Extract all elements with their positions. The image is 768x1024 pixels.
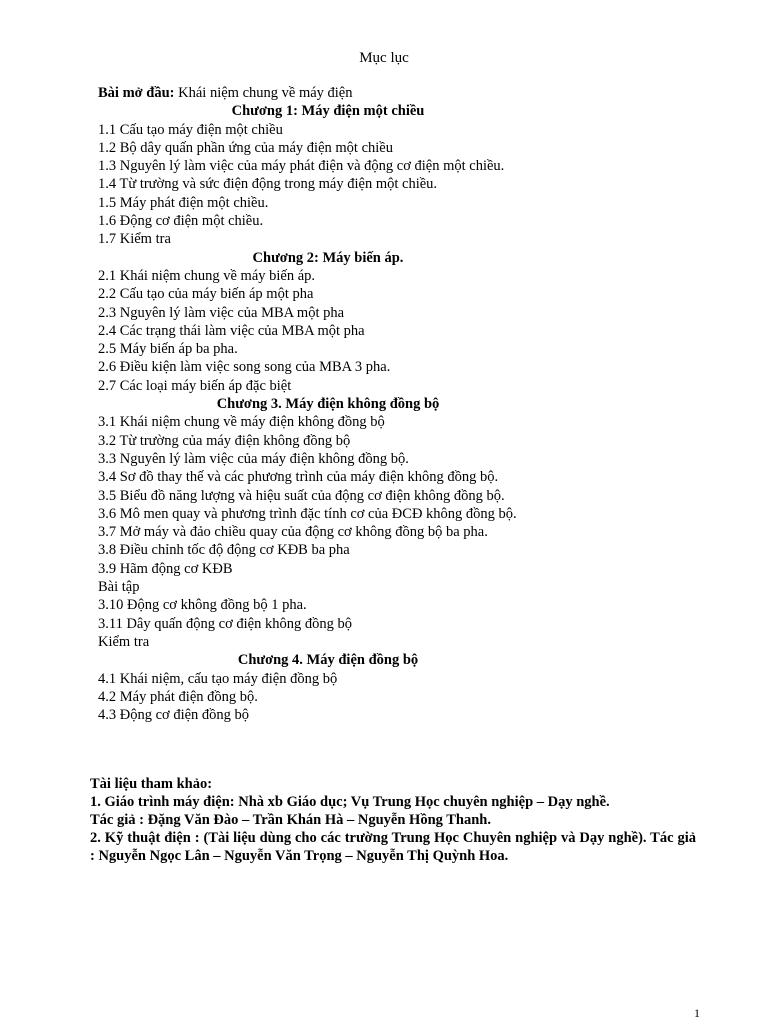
toc-item: 3.9 Hãm động cơ KĐB	[98, 560, 233, 577]
reference-1-line-2: Tác giả : Đặng Văn Đào – Trần Khán Hà – Nguyễn Hồng Thanh.	[90, 812, 491, 828]
references-heading: Tài liệu tham khảo:	[90, 776, 213, 792]
toc-item: 1.1 Cấu tạo máy điện một chiều	[98, 121, 283, 138]
toc-item: 3.7 Mở máy và đảo chiều quay của động cơ không đồng bộ ba pha.	[98, 524, 488, 541]
toc-item: 3.10 Động cơ không đồng bộ 1 pha.	[98, 597, 307, 614]
toc-item: 1.2 Bộ dây quấn phần ứng của máy điện một chiều	[98, 139, 393, 156]
toc-item: Kiểm tra	[98, 633, 150, 650]
toc-item: 1.7 Kiểm tra	[98, 231, 171, 248]
toc-item: 2.1 Khái niệm chung về máy biến áp.	[98, 267, 316, 284]
toc-item: 1.4 Từ trường và sức điện động trong máy điện một chiều.	[98, 176, 438, 193]
toc-item: 3.6 Mô men quay và phương trình đặc tính cơ của ĐCĐ không đồng bộ.	[98, 505, 517, 522]
toc-item: 3.4 Sơ đồ thay thế và các phương trình của máy điện không đồng bộ.	[98, 469, 499, 486]
toc-item: 2.6 Điều kiện làm việc song song của MBA 3 pha.	[98, 359, 391, 376]
toc-item: 2.3 Nguyên lý làm việc của MBA một pha	[98, 304, 345, 321]
references-section	[90, 775, 696, 865]
page-number: 1	[694, 1006, 700, 1020]
intro-line	[98, 84, 658, 102]
chapter-1-heading: Chương 1: Máy điện một chiều	[231, 103, 425, 120]
toc-item: 4.1 Khái niệm, cấu tạo máy điện đồng bộ	[98, 670, 338, 687]
toc-item: 1.6 Động cơ điện một chiều.	[98, 213, 264, 230]
intro-label: Bài mở đầu:	[98, 85, 175, 101]
toc-item: 4.3 Động cơ điện đồng bộ	[98, 707, 250, 724]
intro-text: Khái niệm chung về máy điện	[174, 85, 353, 101]
toc-item: 3.8 Điều chỉnh tốc độ động cơ KĐB ba pha	[98, 542, 350, 559]
toc-item: 2.5 Máy biến áp ba pha.	[98, 341, 238, 358]
toc-item: 3.5 Biểu đồ năng lượng và hiệu suất của động cơ điện không đồng bộ.	[98, 487, 505, 504]
toc-item: 4.2 Máy phát điện đồng bộ.	[98, 688, 258, 705]
toc-item: 2.7 Các loại máy biến áp đặc biệt	[98, 377, 292, 394]
chapter-3-heading: Chương 3. Máy điện không đồng bộ	[216, 396, 440, 413]
toc-item: 3.1 Khái niệm chung về máy điện không đồng bộ	[98, 414, 385, 431]
reference-1-line-1: 1. Giáo trình máy điện: Nhà xb Giáo dục; Vụ Trung Học chuyên nghiệp – Dạy nghề.	[90, 794, 610, 810]
toc-item: 1.3 Nguyên lý làm việc của máy phát điện và động cơ điện một chiều.	[98, 158, 505, 175]
toc-item: 2.2 Cấu tạo của máy biến áp một pha	[98, 286, 314, 303]
toc-item: 3.3 Nguyên lý làm việc của máy điện không đồng bộ.	[98, 450, 409, 467]
page-title: Mục lục	[359, 50, 409, 66]
chapter-4-heading: Chương 4. Máy điện đồng bộ	[237, 652, 419, 669]
toc-item: 3.2 Từ trường của máy điện không đồng bộ	[98, 432, 351, 449]
toc-item: 1.5 Máy phát điện một chiều.	[98, 194, 269, 211]
reference-2: 2. Kỹ thuật điện : (Tài liệu dùng cho các trường Trung Học Chuyên nghiệp và Dạy nghề). Tác giả : Nguyễn Ngọc Lân – Nguyễn Văn Trọng – Nguyễn Thị Quỳnh Hoa.	[90, 830, 696, 864]
table-of-contents	[98, 84, 658, 724]
toc-item: 2.4 Các trạng thái làm việc của MBA một pha	[98, 322, 365, 339]
toc-item: Bài tập	[98, 579, 140, 596]
toc-item: 3.11 Dây quấn động cơ điện không đồng bộ	[98, 615, 352, 632]
chapter-2-heading: Chương 2: Máy biến áp.	[252, 249, 404, 266]
